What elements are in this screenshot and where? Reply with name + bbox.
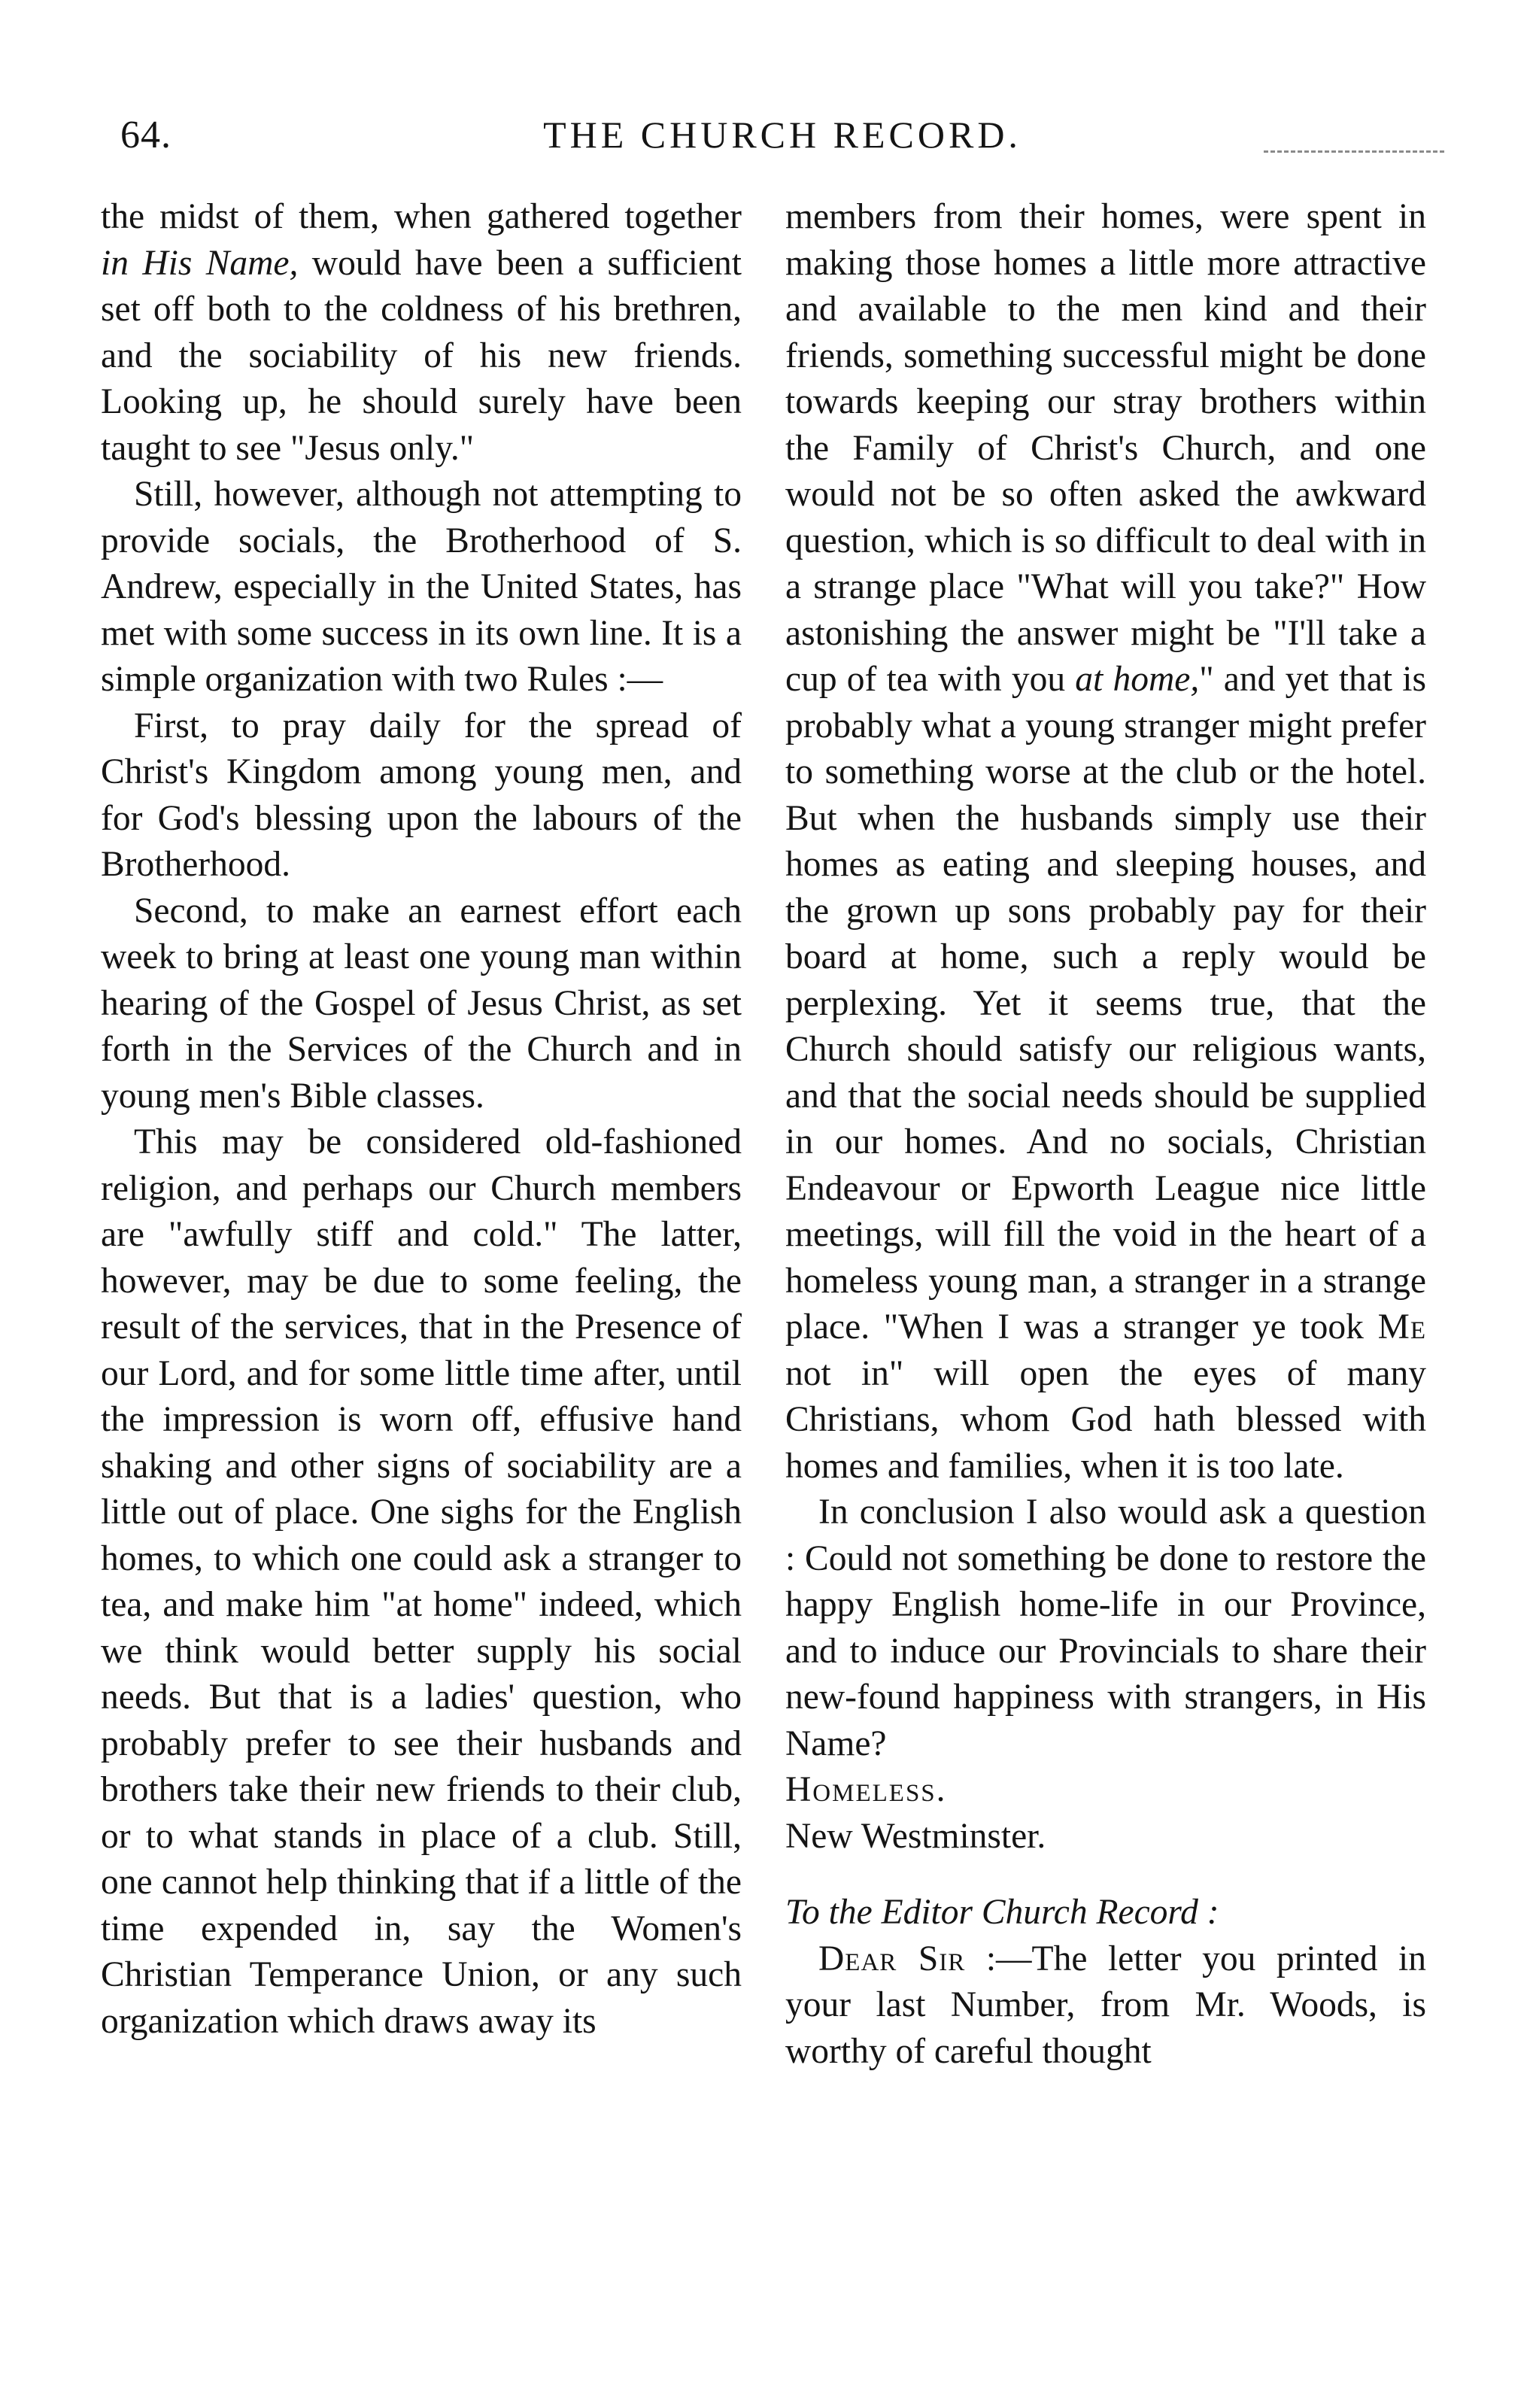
small-caps-word: Me (1377, 1307, 1426, 1347)
right-paragraph-2: In conclusion I also would ask a question : Could not something be done to restore the happy English home-life in our Province, and to induce our Provincials to share their new-found happiness with strangers, in His Name? (785, 1492, 1426, 1763)
text-run: " and yet that is probably what a young stranger might prefer to something worse at the club or the hotel. But when the husbands simply use their homes as eating and sleeping houses, and the grown up sons probably pay for their board at home, such a reply would be perplexing. Yet it seems true, that the Church should satisfy our religious wants, and that the social needs should be supplied in our homes. And no socials, Christian Endeavour or Epworth League nice little meetings, will fill the void in the heart of a homeless young man, a stranger in a strange place. "When I was a stranger ye took (785, 660, 1426, 1347)
left-paragraph-1 (101, 194, 742, 472)
right-column (785, 194, 1426, 2075)
left-paragraph-4: Second, to make an earnest effort each week to bring at least one young man within hearing of the Gospel of Jesus Christ, as set forth in the Services of the Church and in young men's Bible classes. (101, 891, 742, 1116)
page-header (120, 113, 1444, 173)
left-paragraph-2: Still, however, although not attempting to provide socials, the Brotherhood of S. Andrew, especially in the United States, has met with some success in its own line. It is a simple organization with two Rules :— (101, 475, 742, 699)
salutation: Dear Sir (818, 1939, 966, 1978)
header-rule (1264, 150, 1444, 153)
text-run: members from their homes, were spent in making those homes a little more attractive and available to the men kind and their friends, something successful might be done towards keeping our stray brothers within the Family of Christ's Church, and one would not be so often asked the awkward question, which is so difficult to deal with in a strange place "What will you take?" How astonishing the answer might be "I'll take a cup of tea with you (785, 197, 1426, 699)
text-run: not in" will open the eyes of many Christians, whom God hath blessed with homes and families, when it is too late. (785, 1353, 1426, 1486)
editor-heading: To the Editor Church Record : (785, 1893, 1219, 1932)
letter-place: New Westminster. (785, 1816, 1046, 1856)
left-paragraph-3: First, to pray daily for the spread of Christ's Kingdom among young men, and for God's blessing upon the labours of the Brotherhood. (101, 706, 742, 884)
left-column (101, 194, 742, 2045)
italic-phrase: at home, (1075, 660, 1200, 699)
journal-title: THE CHURCH RECORD. (543, 114, 1022, 156)
right-paragraph-1 (785, 194, 1426, 1489)
text-run: the midst of them, when gathered together (101, 197, 742, 236)
letter-signature: Homeless. (785, 1770, 947, 1809)
italic-phrase: in His Name, (101, 243, 299, 283)
text-run: would have been a sufficient set off both to the coldness of his brethren, and the sociability of his new friends. Looking up, he should surely have been taught to see "Jesus only." (101, 243, 742, 468)
left-paragraph-5: This may be considered old-fashioned religion, and perhaps our Church members are "awfully stiff and cold." The latter, however, may be due to some feeling, the result of the services, that in the Presence of our Lord, and for some little time after, until the impression is worn off, effusive hand shaking and other signs of sociability are a little out of place. One sighs for the English homes, to which one could ask a stranger to tea, and make him "at home" indeed, which we think would better supply his social needs. But that is a ladies' question, who probably prefer to see their husbands and brothers take their new friends to their club, or to what stands in place of a club. Still, one cannot help thinking that if a little of the time expended in, say the Women's Christian Temperance Union, or any such organization which draws away its (101, 1122, 742, 2041)
right-paragraph-3 (785, 1936, 1426, 2075)
page-number: 64. (120, 114, 172, 156)
text-run: :—The letter you printed in your last Number, from Mr. Woods, is worthy of careful thought (785, 1939, 1426, 2071)
